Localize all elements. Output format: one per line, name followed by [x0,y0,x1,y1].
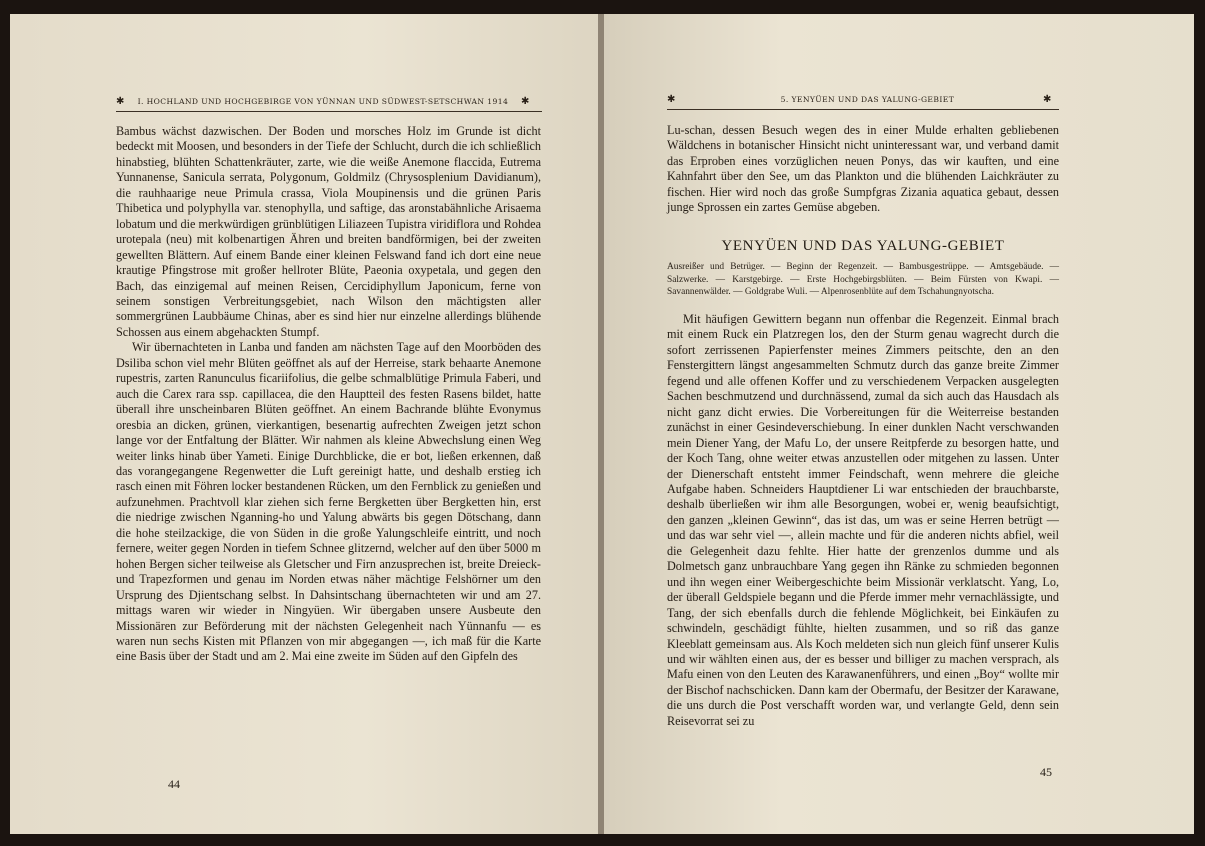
right-head-star-icon: ✱ [667,94,676,105]
left-body-text [116,124,541,665]
right-running-head [667,94,1052,105]
left-paragraph-1: Bambus wächst dazwischen. Der Boden und morsches Holz im Grunde ist dicht bedeckt mit Moosen, und besonders in der Tiefe der Schlucht, durch die ich schließlich hinabstieg, blühten Schattenkräuter, zarte, wie die weiße Anemone flaccida, Eutrema Yunnanense, Sanicula serrata, Polygonum, Goldmilz (Chrysosplenium Davidianum), die rauhhaarige neue Primula crassa, Viola Moupinensis und die grünen Paris Thibetica und polyphylla var. stenophylla, und saftige, das aronstabähnliche Arisaema lobatum und die merkwürdigen grünblütigen Liliazeen Tupistra viridiflora und Rohdea urotepala (neu) mit kolbenartigen Ähren und breiten bandförmigen, bei der zweiten gewellten Blättern. Auf einem Bande einer kleinen Felswand fand ich dort eine neue krautige Pfingstrose mit großer hellroter Blüte, Paeonia oxypetala, und gegen den Bach, das einzigemal auf meinen Reisen, Cercidiphyllum Japonicum, ferne von seinem sonstigen Verbreitungsgebiet, nach Wilson den mächtigsten aller sommergrünen Laubbäume Chinas, aber es sind hier nur einzelne allerdings blühende Schossen aus einem abgehackten Stumpf. [116,124,541,339]
right-head-star-icon-right: ✱ [1043,94,1052,105]
left-head-rule [116,111,542,112]
left-page-number: 44 [168,777,180,791]
right-intro-text [667,123,1059,216]
chapter-summary: Ausreißer und Betrüger. — Beginn der Regenzeit. — Bambusgestrüppe. — Amtsgebäude. — Salzwerke. — Karstgebirge. — Erste Hochgebirgsblüten. — Beim Fürsten von Kwapi. — Savannenwälder. — Goldgrabe Wuli. — Alpenrosenblüte auf dem Tschahungnyotscha. [667,262,1059,298]
right-body-text [667,312,1059,729]
right-running-head-text: 5. YENYÜEN UND DAS YALUNG-GEBIET [780,95,955,104]
right-intro-paragraph: Lu-schan, dessen Besuch wegen des in einer Mulde erhalten gebliebenen Wäldchens in botanischer Hinsicht nicht uninteressant war, und verband damit das Erproben eines vorzüglichen neuen Ponys, das wir kauften, und eine Kahnfahrt über den See, um das Plankton und die blühenden Laichkräuter zu fischen. Hier wird noch das große Sumpfgras Zizania aquatica gebaut, dessen junge Sprossen ein zartes Gemüse abgeben. [667,123,1059,215]
chapter-title: YENYÜEN UND DAS YALUNG-GEBIET [721,238,1005,254]
left-paragraph-2: Wir übernachteten in Lanba und fanden am nächsten Tage auf den Moorböden des Dsiliba schon viel mehr Blüten geöffnet als auf der Herreise, stark behaarte Anemone rupestris, zarten Ranunculus ficariifolius, die gelbe schmalblütige Primula Faberi, und auch die Carex rara ssp. capillacea, die den Hauptteil des festen Rasens bildet, hatte überall ihre unscheinbaren Blüten geöffnet. An einem Bachrande blühte Evonymus oresbia an dicken, grünen, vierkantigen, besenartig aufrechten Zweigen jetzt schon lange vor der Entfaltung der Blätter. Wir nahmen als kleine Abwechslung einen Weg weiter links hinab über Yameti. Einige Durchblicke, die er bot, ließen erkennen, daß das vorangegangene Regenwetter die Luft gereinigt hatte, und deshalb erstieg ich rasch einen mit Föhren locker bestandenen Rücken, um den Fernblick zu genießen und aufzunehmen. Prachtvoll klar ziehen sich ferne Bergketten über Bergketten hin, erst die niedrige zwischen Nganning-ho und Yalung abwärts bis gegen Dötschang, dann die hohe steilzackige, die von Süden in die große Yalungschleife eintritt, und noch fernere, weiter gegen Norden in tiefem Schnee glitzernd, welcher auf den über 5000 m hohen Bergen sicher teilweise als Gletscher und Firn anzusprechen ist, breite Dreieck- und Trapezformen und genau im Norden etwas näher mächtige Felshörner um den Ursprung des Djientschang selbst. In Dahsintschang übernachteten wir und am 27. mittags waren wir wieder in Ningyüen. Wir übergaben unsere Ausbeute den Missionären zur Beförderung mit der nächsten Gelegenheit nach Yünnanfu — es waren nun sechs Kisten mit Pflanzen von mir abgegangen —, ich maß für die Karte eine Basis über der Stadt und am 2. Mai eine zweite im Süden auf den Gipfeln des [116,340,541,664]
left-running-head [116,96,530,107]
left-running-head-text: I. HOCHLAND UND HOCHGEBIRGE VON YÜNNAN UND SÜDWEST-SETSCHWAN 1914 [137,97,509,106]
right-head-rule [667,109,1059,110]
right-page-number: 45 [1040,765,1052,779]
right-paragraph-1: Mit häufigen Gewittern begann nun offenbar die Regenzeit. Einmal brach mit einem Ruck ein Platzregen los, den der Sturm genau wagrecht durch die sofort zerrissenen Papierfenster meines Zimmers peitschte, den an den Fenstergittern längst angesammelten Schmutz durch das ganze breite Zimmer fegend und alle offenen Koffer und zu verschiedenem Verpacken ausgelegten Sachen beschmutzend und durchnässend, zumal da sich auch das Hausdach als nicht ganz dicht erwies. Die Vorbereitungen für die Weiterreise bestanden zunächst in einer Gesindeverschiebung. In einer dunklen Nacht verschwanden mein Diener Yang, der Mafu Lo, der unsere Reitpferde zu besorgen hatte, und der Koch Tang, ohne weiter etwas anzustellen oder mitgehen zu lassen. Unter der Dienerschaft entsteht immer Feindschaft, wenn mehrere die gleiche Aufgabe haben. Schneiders Hauptdiener Li war entschieden der brauchbarste, deshalb überließen wir ihm alle Besorgungen, wobei er, wenig beaufsichtigt, den ganzen „kleinen Gewinn“, das ist das, um was er seine Herren betrügt — und das war sehr viel —, allein machte und für die anderen nichts abfiel, weil die Gelegenheit dazu fehlte. Hier hatte der grenzenlos dumme und als Dolmetsch ganz unbrauchbare Yang gegen ihn Ränke zu schmieden begonnen und ihn wegen einer Weibergeschichte beim Missionär verklatscht. Yang, Lo, der überall Geldspiele begann und die Pferde immer mehr vernachlässigte, und Tang, der sich ebenfalls durch die fehlende Möglichkeit, bei Einkäufen zu schwindeln, geschädigt fühlte, hielten zusammen, und so riß das ganze Kleeblatt gemeinsam aus. Als Koch meldeten sich nun gleich fünf unserer Kulis und wir wählten einen aus, der es besser und billiger zu machen versprach, als Mafu einen von den Leuten des Karawanenführers, und einen „Boy“ wollte mir der Bischof nachschicken. Dann kam der Obermafu, der Besitzer der Karawane, die uns durch die Post verschafft worden war, und verlangte Geld, denn sein Reisevorrat sei zu [667,312,1059,728]
left-head-star-icon-right: ✱ [521,96,530,107]
left-head-star-icon: ✱ [116,96,125,107]
